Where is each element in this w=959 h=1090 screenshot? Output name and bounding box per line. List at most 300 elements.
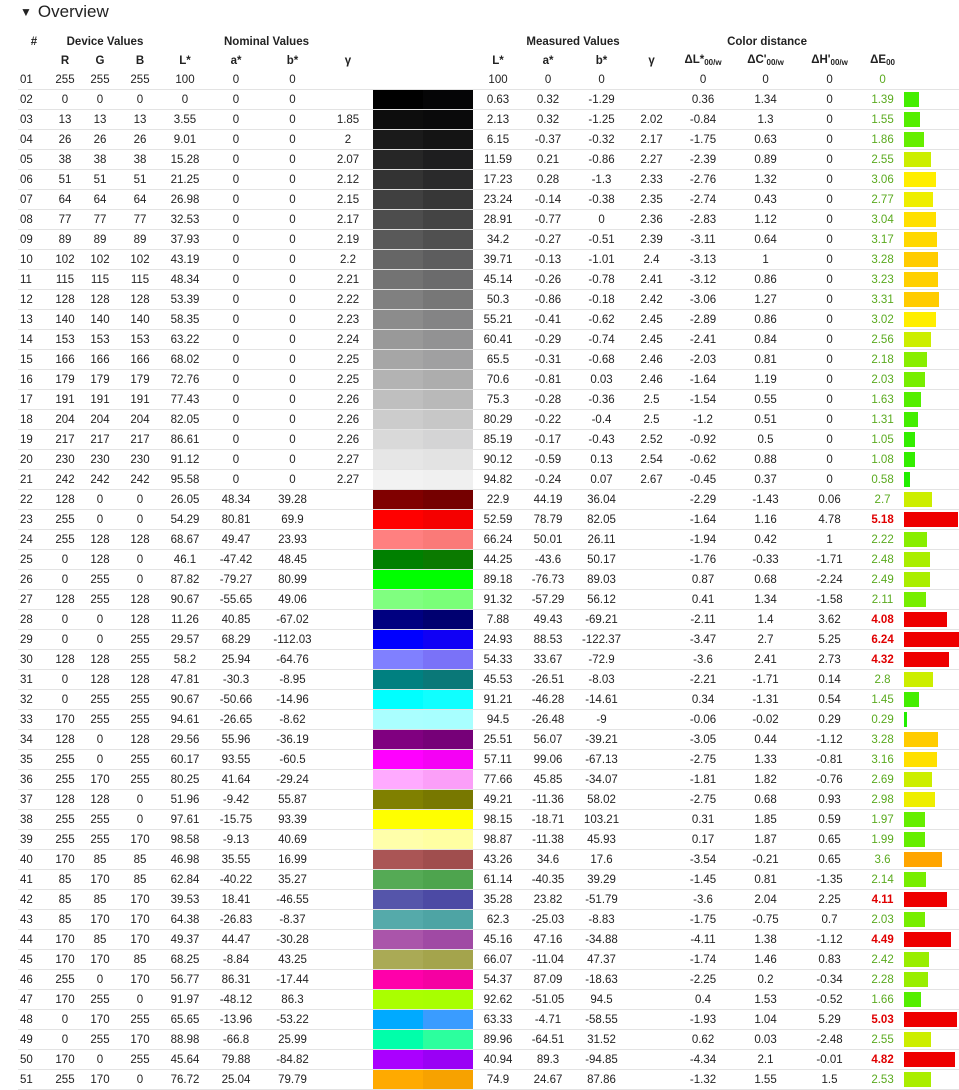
cell-g: 170	[80, 910, 120, 930]
cell-delta-c: 0.44	[733, 730, 798, 750]
cell-b: 0	[120, 1070, 160, 1090]
cell-nominal-l: 63.22	[160, 330, 210, 350]
cell-g: 85	[80, 890, 120, 910]
cell-delta-l: -0.92	[673, 430, 733, 450]
cell-measured-b: -0.43	[573, 430, 630, 450]
cell-delta-h: -0.34	[798, 970, 861, 990]
cell-nominal-l: 49.37	[160, 930, 210, 950]
measured-swatch-cell	[423, 130, 473, 150]
cell-nominal-b: 0	[262, 390, 323, 410]
cell-delta-h: 0	[798, 210, 861, 230]
nominal-swatch-cell	[373, 830, 423, 850]
measured-swatch	[423, 230, 473, 249]
cell-measured-b: -0.4	[573, 410, 630, 430]
cell-measured-b: -0.36	[573, 390, 630, 410]
cell-delta-c: -0.02	[733, 710, 798, 730]
cell-measured-l: 89.96	[473, 1030, 523, 1050]
cell-nominal-gamma	[323, 630, 373, 650]
cell-measured-gamma: 2.35	[630, 190, 673, 210]
cell-nominal-a: 0	[210, 90, 262, 110]
cell-nominal-l: 46.98	[160, 850, 210, 870]
cell-measured-gamma	[630, 570, 673, 590]
cell-delta-e: 2.11	[861, 590, 904, 610]
cell-delta-h: -1.12	[798, 730, 861, 750]
cell-nominal-a: 40.85	[210, 610, 262, 630]
cell-delta-h: 5.29	[798, 1010, 861, 1030]
cell-nominal-l: 26.05	[160, 490, 210, 510]
table-row	[18, 350, 959, 370]
col-measured-b-header: b*	[595, 54, 608, 67]
nominal-swatch-cell	[373, 350, 423, 370]
cell-delta-l: -1.32	[673, 1070, 733, 1090]
measured-swatch	[423, 190, 473, 209]
cell-delta-l: -1.81	[673, 770, 733, 790]
cell-nominal-a: 0	[210, 470, 262, 490]
cell-nominal-l: 64.38	[160, 910, 210, 930]
cell-nr: 39	[18, 830, 50, 850]
cell-delta-l: -1.94	[673, 530, 733, 550]
cell-measured-l: 65.5	[473, 350, 523, 370]
nominal-swatch-cell	[373, 1010, 423, 1030]
cell-delta-h: 0	[798, 270, 861, 290]
cell-g: 77	[80, 210, 120, 230]
cell-measured-l: 45.16	[473, 930, 523, 950]
cell-delta-c: 1.46	[733, 950, 798, 970]
cell-measured-b: -8.03	[573, 670, 630, 690]
cell-nominal-a: 44.47	[210, 930, 262, 950]
cell-nr: 13	[18, 310, 50, 330]
cell-nominal-b: 93.39	[262, 810, 323, 830]
cell-nominal-b: -17.44	[262, 970, 323, 990]
cell-delta-c: 1.87	[733, 830, 798, 850]
cell-delta-e: 1.05	[861, 430, 904, 450]
delta-e-bar-cell	[904, 810, 959, 830]
cell-b: 128	[120, 610, 160, 630]
delta-e-bar	[904, 112, 920, 127]
cell-nominal-l: 82.05	[160, 410, 210, 430]
cell-nominal-gamma: 2.07	[323, 150, 373, 170]
group-color-distance: Color distance	[727, 35, 807, 48]
cell-nominal-b: 0	[262, 110, 323, 130]
cell-b: 179	[120, 370, 160, 390]
cell-measured-gamma: 2.45	[630, 310, 673, 330]
cell-delta-h: 0.65	[798, 830, 861, 850]
column-header-row	[18, 51, 959, 70]
cell-delta-h: 0.59	[798, 810, 861, 830]
cell-nominal-b: 0	[262, 470, 323, 490]
cell-nominal-a: -40.22	[210, 870, 262, 890]
cell-delta-e: 2.03	[861, 370, 904, 390]
cell-measured-l: 0.63	[473, 90, 523, 110]
cell-g: 204	[80, 410, 120, 430]
cell-nominal-b: -64.76	[262, 650, 323, 670]
cell-delta-c: 0.63	[733, 130, 798, 150]
group-spacer-2	[861, 32, 959, 51]
nominal-swatch-cell	[373, 430, 423, 450]
cell-nominal-l: 43.19	[160, 250, 210, 270]
cell-g: 115	[80, 270, 120, 290]
cell-r: 204	[50, 410, 80, 430]
cell-r: 0	[50, 610, 80, 630]
cell-nominal-gamma	[323, 1050, 373, 1070]
nominal-swatch	[373, 270, 423, 289]
cell-b: 128	[120, 670, 160, 690]
nominal-swatch-cell	[373, 1030, 423, 1050]
cell-measured-a: -43.6	[523, 550, 573, 570]
cell-b: 64	[120, 190, 160, 210]
cell-nominal-l: 65.65	[160, 1010, 210, 1030]
cell-measured-b: 82.05	[573, 510, 630, 530]
cell-delta-e: 1.08	[861, 450, 904, 470]
cell-b: 255	[120, 70, 160, 90]
cell-g: 179	[80, 370, 120, 390]
delta-e-bar-cell	[904, 350, 959, 370]
cell-delta-l: -1.74	[673, 950, 733, 970]
cell-measured-b: -0.78	[573, 270, 630, 290]
cell-nominal-b: -14.96	[262, 690, 323, 710]
cell-nr: 10	[18, 250, 50, 270]
cell-measured-b: -0.74	[573, 330, 630, 350]
cell-nominal-gamma	[323, 650, 373, 670]
cell-measured-b: -39.21	[573, 730, 630, 750]
delta-e-bar	[904, 192, 933, 207]
nominal-swatch-cell	[373, 770, 423, 790]
table-row	[18, 470, 959, 490]
measured-swatch-cell	[423, 150, 473, 170]
cell-nr: 47	[18, 990, 50, 1010]
cell-nr: 17	[18, 390, 50, 410]
cell-nominal-l: 48.34	[160, 270, 210, 290]
cell-nominal-gamma	[323, 570, 373, 590]
cell-delta-l: -2.29	[673, 490, 733, 510]
col-delta-l-header: $\Delta L*_{00/w}$	[684, 54, 722, 67]
measured-swatch	[423, 170, 473, 189]
cell-nominal-b: 0	[262, 370, 323, 390]
table-row	[18, 570, 959, 590]
cell-g: 255	[80, 990, 120, 1010]
cell-measured-a: -11.04	[523, 950, 573, 970]
cell-nominal-gamma	[323, 870, 373, 890]
cell-measured-l: 52.59	[473, 510, 523, 530]
nominal-swatch	[373, 870, 423, 889]
group-spacer	[373, 32, 473, 51]
cell-b: 0	[120, 490, 160, 510]
nominal-swatch-cell	[373, 170, 423, 190]
measured-swatch-cell	[423, 490, 473, 510]
cell-nominal-l: 29.56	[160, 730, 210, 750]
cell-nr: 45	[18, 950, 50, 970]
nominal-swatch	[373, 790, 423, 809]
cell-nominal-a: 0	[210, 450, 262, 470]
nominal-swatch-cell	[373, 270, 423, 290]
cell-nominal-l: 68.02	[160, 350, 210, 370]
cell-r: 242	[50, 470, 80, 490]
cell-nominal-b: -112.03	[262, 630, 323, 650]
cell-nominal-gamma	[323, 1070, 373, 1090]
cell-measured-b: -122.37	[573, 630, 630, 650]
cell-nominal-a: -79.27	[210, 570, 262, 590]
cell-delta-e: 3.02	[861, 310, 904, 330]
cell-delta-e: 2.8	[861, 670, 904, 690]
cell-measured-gamma	[630, 710, 673, 730]
table-row	[18, 270, 959, 290]
cell-delta-l: -3.47	[673, 630, 733, 650]
cell-r: 255	[50, 70, 80, 90]
measured-swatch	[423, 410, 473, 429]
nominal-swatch	[373, 130, 423, 149]
cell-b: 0	[120, 990, 160, 1010]
measured-swatch	[423, 1070, 473, 1089]
table-row	[18, 890, 959, 910]
cell-delta-e: 2.98	[861, 790, 904, 810]
cell-nominal-a: 0	[210, 130, 262, 150]
measured-swatch	[423, 950, 473, 969]
cell-measured-l: 23.24	[473, 190, 523, 210]
cell-nominal-a: 0	[210, 410, 262, 430]
nominal-swatch	[373, 170, 423, 189]
cell-delta-e: 3.28	[861, 730, 904, 750]
cell-nr: 02	[18, 90, 50, 110]
cell-measured-a: -0.28	[523, 390, 573, 410]
cell-r: 85	[50, 890, 80, 910]
nominal-swatch	[373, 150, 423, 169]
cell-r: 170	[50, 950, 80, 970]
cell-delta-c: 1.19	[733, 370, 798, 390]
nominal-swatch	[373, 850, 423, 869]
cell-nominal-a: 0	[210, 190, 262, 210]
cell-delta-l: 0.41	[673, 590, 733, 610]
cell-measured-b: 17.6	[573, 850, 630, 870]
cell-nominal-gamma: 2.15	[323, 190, 373, 210]
cell-r: 255	[50, 510, 80, 530]
table-row	[18, 750, 959, 770]
cell-delta-h: 0	[798, 410, 861, 430]
cell-nr: 21	[18, 470, 50, 490]
table-row	[18, 1070, 959, 1090]
nominal-swatch-cell	[373, 290, 423, 310]
table-row	[18, 790, 959, 810]
cell-delta-c: 1.55	[733, 1070, 798, 1090]
cell-measured-l: 60.41	[473, 330, 523, 350]
cell-delta-e: 3.23	[861, 270, 904, 290]
nominal-swatch-cell	[373, 650, 423, 670]
cell-r: 128	[50, 590, 80, 610]
col-measured-swatch	[423, 51, 473, 70]
cell-r: 0	[50, 690, 80, 710]
cell-measured-b: -94.85	[573, 1050, 630, 1070]
cell-delta-c: 0.55	[733, 390, 798, 410]
cell-measured-l: 91.21	[473, 690, 523, 710]
measured-swatch-cell	[423, 350, 473, 370]
cell-measured-gamma: 2.27	[630, 150, 673, 170]
nominal-swatch-cell	[373, 710, 423, 730]
table-row	[18, 870, 959, 890]
cell-nr: 37	[18, 790, 50, 810]
cell-g: 140	[80, 310, 120, 330]
cell-delta-e: 5.18	[861, 510, 904, 530]
nominal-swatch-cell	[373, 1070, 423, 1090]
cell-measured-a: -0.14	[523, 190, 573, 210]
cell-delta-c: 0.51	[733, 410, 798, 430]
cell-nominal-gamma	[323, 490, 373, 510]
cell-measured-l: 11.59	[473, 150, 523, 170]
cell-delta-l: -1.64	[673, 510, 733, 530]
cell-nr: 46	[18, 970, 50, 990]
cell-delta-c: 1.34	[733, 90, 798, 110]
cell-g: 0	[80, 510, 120, 530]
table-row	[18, 370, 959, 390]
measured-swatch-cell	[423, 1050, 473, 1070]
cell-r: 77	[50, 210, 80, 230]
cell-b: 89	[120, 230, 160, 250]
cell-delta-h: 0	[798, 150, 861, 170]
measured-swatch	[423, 510, 473, 529]
nominal-swatch-cell	[373, 970, 423, 990]
cell-nominal-b: 0	[262, 230, 323, 250]
cell-delta-h: -1.12	[798, 930, 861, 950]
delta-e-bar-cell	[904, 1050, 959, 1070]
cell-nominal-gamma: 2.27	[323, 450, 373, 470]
delta-e-bar-cell	[904, 690, 959, 710]
cell-nominal-b: 0	[262, 330, 323, 350]
cell-measured-gamma: 2.54	[630, 450, 673, 470]
delta-e-bar-cell	[904, 210, 959, 230]
cell-g: 128	[80, 530, 120, 550]
cell-delta-c: 2.04	[733, 890, 798, 910]
delta-e-bar-cell	[904, 550, 959, 570]
table-row	[18, 90, 959, 110]
cell-nominal-b: 40.69	[262, 830, 323, 850]
cell-g: 51	[80, 170, 120, 190]
cell-nominal-a: 0	[210, 170, 262, 190]
cell-b: 230	[120, 450, 160, 470]
cell-nominal-l: 95.58	[160, 470, 210, 490]
cell-measured-a: -11.36	[523, 790, 573, 810]
cell-r: 0	[50, 550, 80, 570]
cell-nominal-a: 0	[210, 150, 262, 170]
cell-nominal-gamma	[323, 510, 373, 530]
table-row	[18, 910, 959, 930]
measured-swatch-cell	[423, 650, 473, 670]
cell-delta-h: -1.71	[798, 550, 861, 570]
delta-e-bar	[904, 812, 925, 827]
cell-delta-e: 2.49	[861, 570, 904, 590]
measured-swatch	[423, 870, 473, 889]
cell-nominal-gamma: 2.27	[323, 470, 373, 490]
delta-e-bar	[904, 612, 947, 627]
measured-swatch-cell	[423, 250, 473, 270]
cell-nr: 41	[18, 870, 50, 890]
cell-nr: 14	[18, 330, 50, 350]
cell-nr: 23	[18, 510, 50, 530]
delta-e-bar-cell	[904, 510, 959, 530]
cell-measured-b: -1.01	[573, 250, 630, 270]
cell-measured-b: -34.07	[573, 770, 630, 790]
cell-measured-gamma	[630, 1010, 673, 1030]
cell-measured-l: 61.14	[473, 870, 523, 890]
cell-measured-b: -18.63	[573, 970, 630, 990]
delta-e-bar	[904, 332, 931, 347]
cell-nominal-l: 26.98	[160, 190, 210, 210]
cell-g: 170	[80, 1010, 120, 1030]
cell-nominal-a: 68.29	[210, 630, 262, 650]
cell-nominal-a: -8.84	[210, 950, 262, 970]
cell-nr: 28	[18, 610, 50, 630]
cell-delta-h: 2.25	[798, 890, 861, 910]
cell-nominal-b: 0	[262, 210, 323, 230]
cell-measured-a: -46.28	[523, 690, 573, 710]
delta-e-bar-cell	[904, 90, 959, 110]
cell-b: 255	[120, 750, 160, 770]
cell-nominal-l: 87.82	[160, 570, 210, 590]
cell-measured-l: 40.94	[473, 1050, 523, 1070]
overview-toggle[interactable]	[20, 2, 109, 22]
delta-e-bar	[904, 972, 928, 987]
delta-e-bar-cell	[904, 130, 959, 150]
delta-e-bar-cell	[904, 470, 959, 490]
cell-b: 128	[120, 290, 160, 310]
measured-swatch	[423, 390, 473, 409]
cell-r: 255	[50, 810, 80, 830]
cell-measured-a: -26.51	[523, 670, 573, 690]
cell-delta-l: -4.11	[673, 930, 733, 950]
cell-measured-l: 54.37	[473, 970, 523, 990]
cell-nominal-a: 0	[210, 210, 262, 230]
cell-nominal-b: 55.87	[262, 790, 323, 810]
cell-delta-e: 4.32	[861, 650, 904, 670]
delta-e-bar	[904, 272, 938, 287]
cell-delta-h: 0	[798, 370, 861, 390]
cell-measured-b: -0.51	[573, 230, 630, 250]
measured-swatch	[423, 670, 473, 689]
measured-swatch-cell	[423, 850, 473, 870]
cell-measured-b: -1.29	[573, 90, 630, 110]
cell-nr: 22	[18, 490, 50, 510]
delta-e-bar	[904, 352, 927, 367]
nominal-swatch-cell	[373, 750, 423, 770]
cell-delta-h: 0	[798, 190, 861, 210]
nominal-swatch-cell	[373, 930, 423, 950]
cell-nominal-a: 0	[210, 230, 262, 250]
cell-delta-c: 1.85	[733, 810, 798, 830]
cell-delta-e: 1.86	[861, 130, 904, 150]
cell-delta-l: -0.62	[673, 450, 733, 470]
nominal-swatch-cell	[373, 610, 423, 630]
cell-measured-gamma: 2.39	[630, 230, 673, 250]
cell-nominal-b: -29.24	[262, 770, 323, 790]
cell-delta-l: -3.54	[673, 850, 733, 870]
cell-nominal-l: 46.1	[160, 550, 210, 570]
cell-delta-c: 0.86	[733, 270, 798, 290]
cell-delta-h: -0.81	[798, 750, 861, 770]
cell-b: 140	[120, 310, 160, 330]
cell-delta-e: 3.28	[861, 250, 904, 270]
cell-r: 0	[50, 1010, 80, 1030]
measured-swatch-cell	[423, 70, 473, 90]
cell-delta-e: 1.66	[861, 990, 904, 1010]
cell-r: 217	[50, 430, 80, 450]
cell-b: 153	[120, 330, 160, 350]
table-row	[18, 810, 959, 830]
measured-swatch	[423, 130, 473, 149]
cell-nominal-gamma	[323, 770, 373, 790]
cell-nominal-l: 68.67	[160, 530, 210, 550]
cell-measured-a: 56.07	[523, 730, 573, 750]
cell-delta-h: 0	[798, 450, 861, 470]
delta-e-bar-cell	[904, 990, 959, 1010]
cell-g: 38	[80, 150, 120, 170]
cell-measured-gamma: 2.41	[630, 270, 673, 290]
